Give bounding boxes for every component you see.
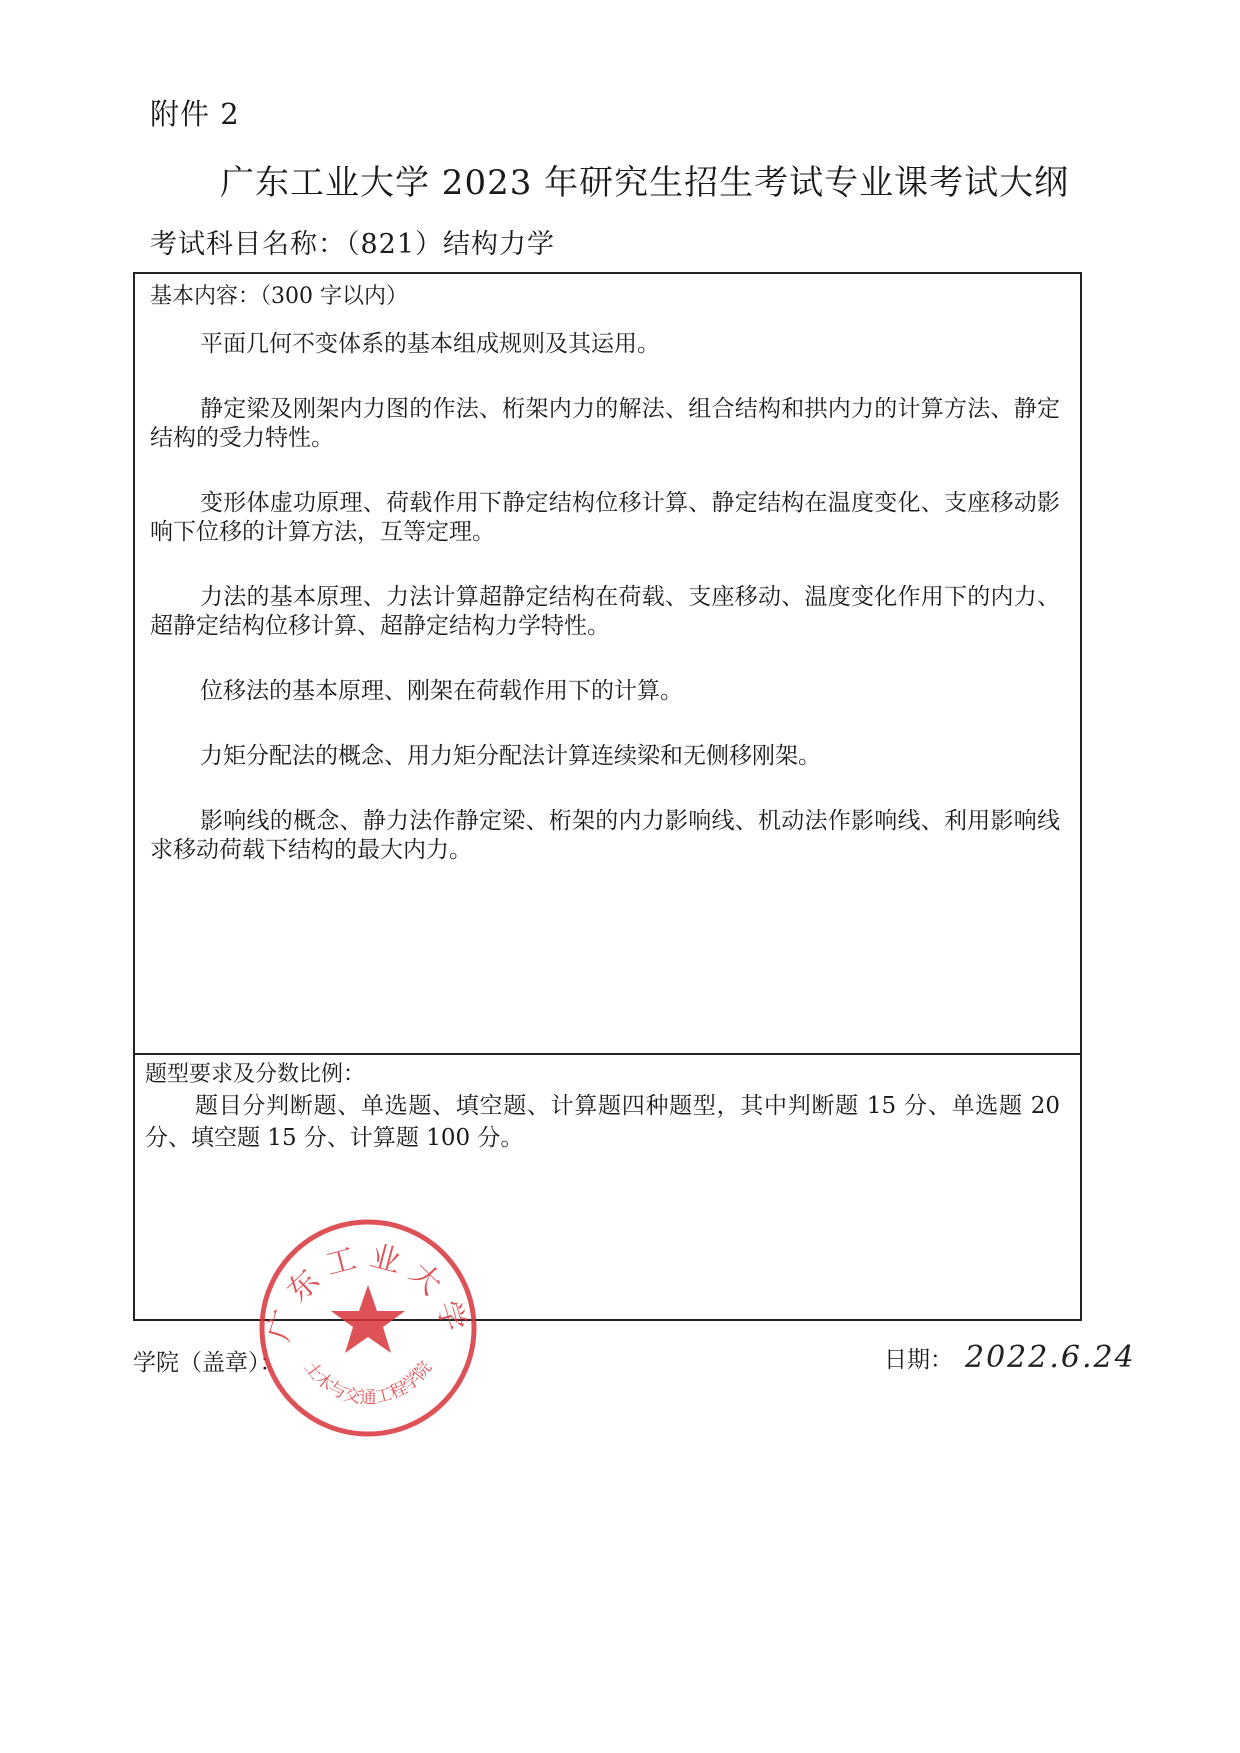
content-paragraph: 变形体虚功原理、荷载作用下静定结构位移计算、静定结构在温度变化、支座移动影响下位移的计算方法，互等定理。	[150, 490, 1060, 545]
seal-bottom-text: 土木与交通工程学院	[299, 1357, 437, 1408]
seal-top-text: 广东工业大学	[261, 1238, 475, 1345]
handwritten-date: 2022.6.24	[965, 1340, 1136, 1375]
page-title: 广东工业大学 2023 年研究生招生考试专业课考试大纲	[220, 163, 1070, 203]
question-types-text: 题目分判断题、单选题、填空题、计算题四种题型，其中判断题 15 分、单选题 20 分、填空题 15 分、计算题 100 分。	[145, 1093, 1060, 1151]
content-paragraph: 力矩分配法的概念、用力矩分配法计算连续梁和无侧移刚架。	[200, 743, 821, 769]
content-paragraph: 平面几何不变体系的基本组成规则及其运用。	[200, 331, 660, 357]
content-paragraph: 静定梁及刚架内力图的作法、桁架内力的解法、组合结构和拱内力的计算方法、静定结构的受力特性。	[150, 396, 1060, 451]
question-types-label: 题型要求及分数比例：	[145, 1062, 366, 1087]
subject-name: 考试科目名称：（821）结构力学	[150, 229, 556, 260]
official-seal-icon	[253, 1213, 483, 1443]
content-paragraph: 力法的基本原理、力法计算超静定结构在荷载、支座移动、温度变化作用下的内力、超静定结构位移计算、超静定结构力学特性。	[150, 584, 1060, 639]
content-paragraph: 位移法的基本原理、刚架在荷载作用下的计算。	[200, 678, 683, 704]
section-divider	[133, 1053, 1080, 1055]
date-field	[884, 1340, 1136, 1375]
basic-content-body	[150, 330, 1060, 901]
seal-star-icon	[331, 1285, 405, 1353]
college-stamp-label: 学院（盖章）：	[133, 1350, 283, 1376]
basic-content-label: 基本内容：（300 字以内）	[150, 284, 408, 309]
attachment-label: 附件 2	[150, 97, 240, 131]
content-paragraph: 影响线的概念、静力法作静定梁、桁架的内力影响线、机动法作影响线、利用影响线求移动荷载下结构的最大内力。	[150, 808, 1060, 863]
date-label: 日期：	[884, 1347, 953, 1373]
